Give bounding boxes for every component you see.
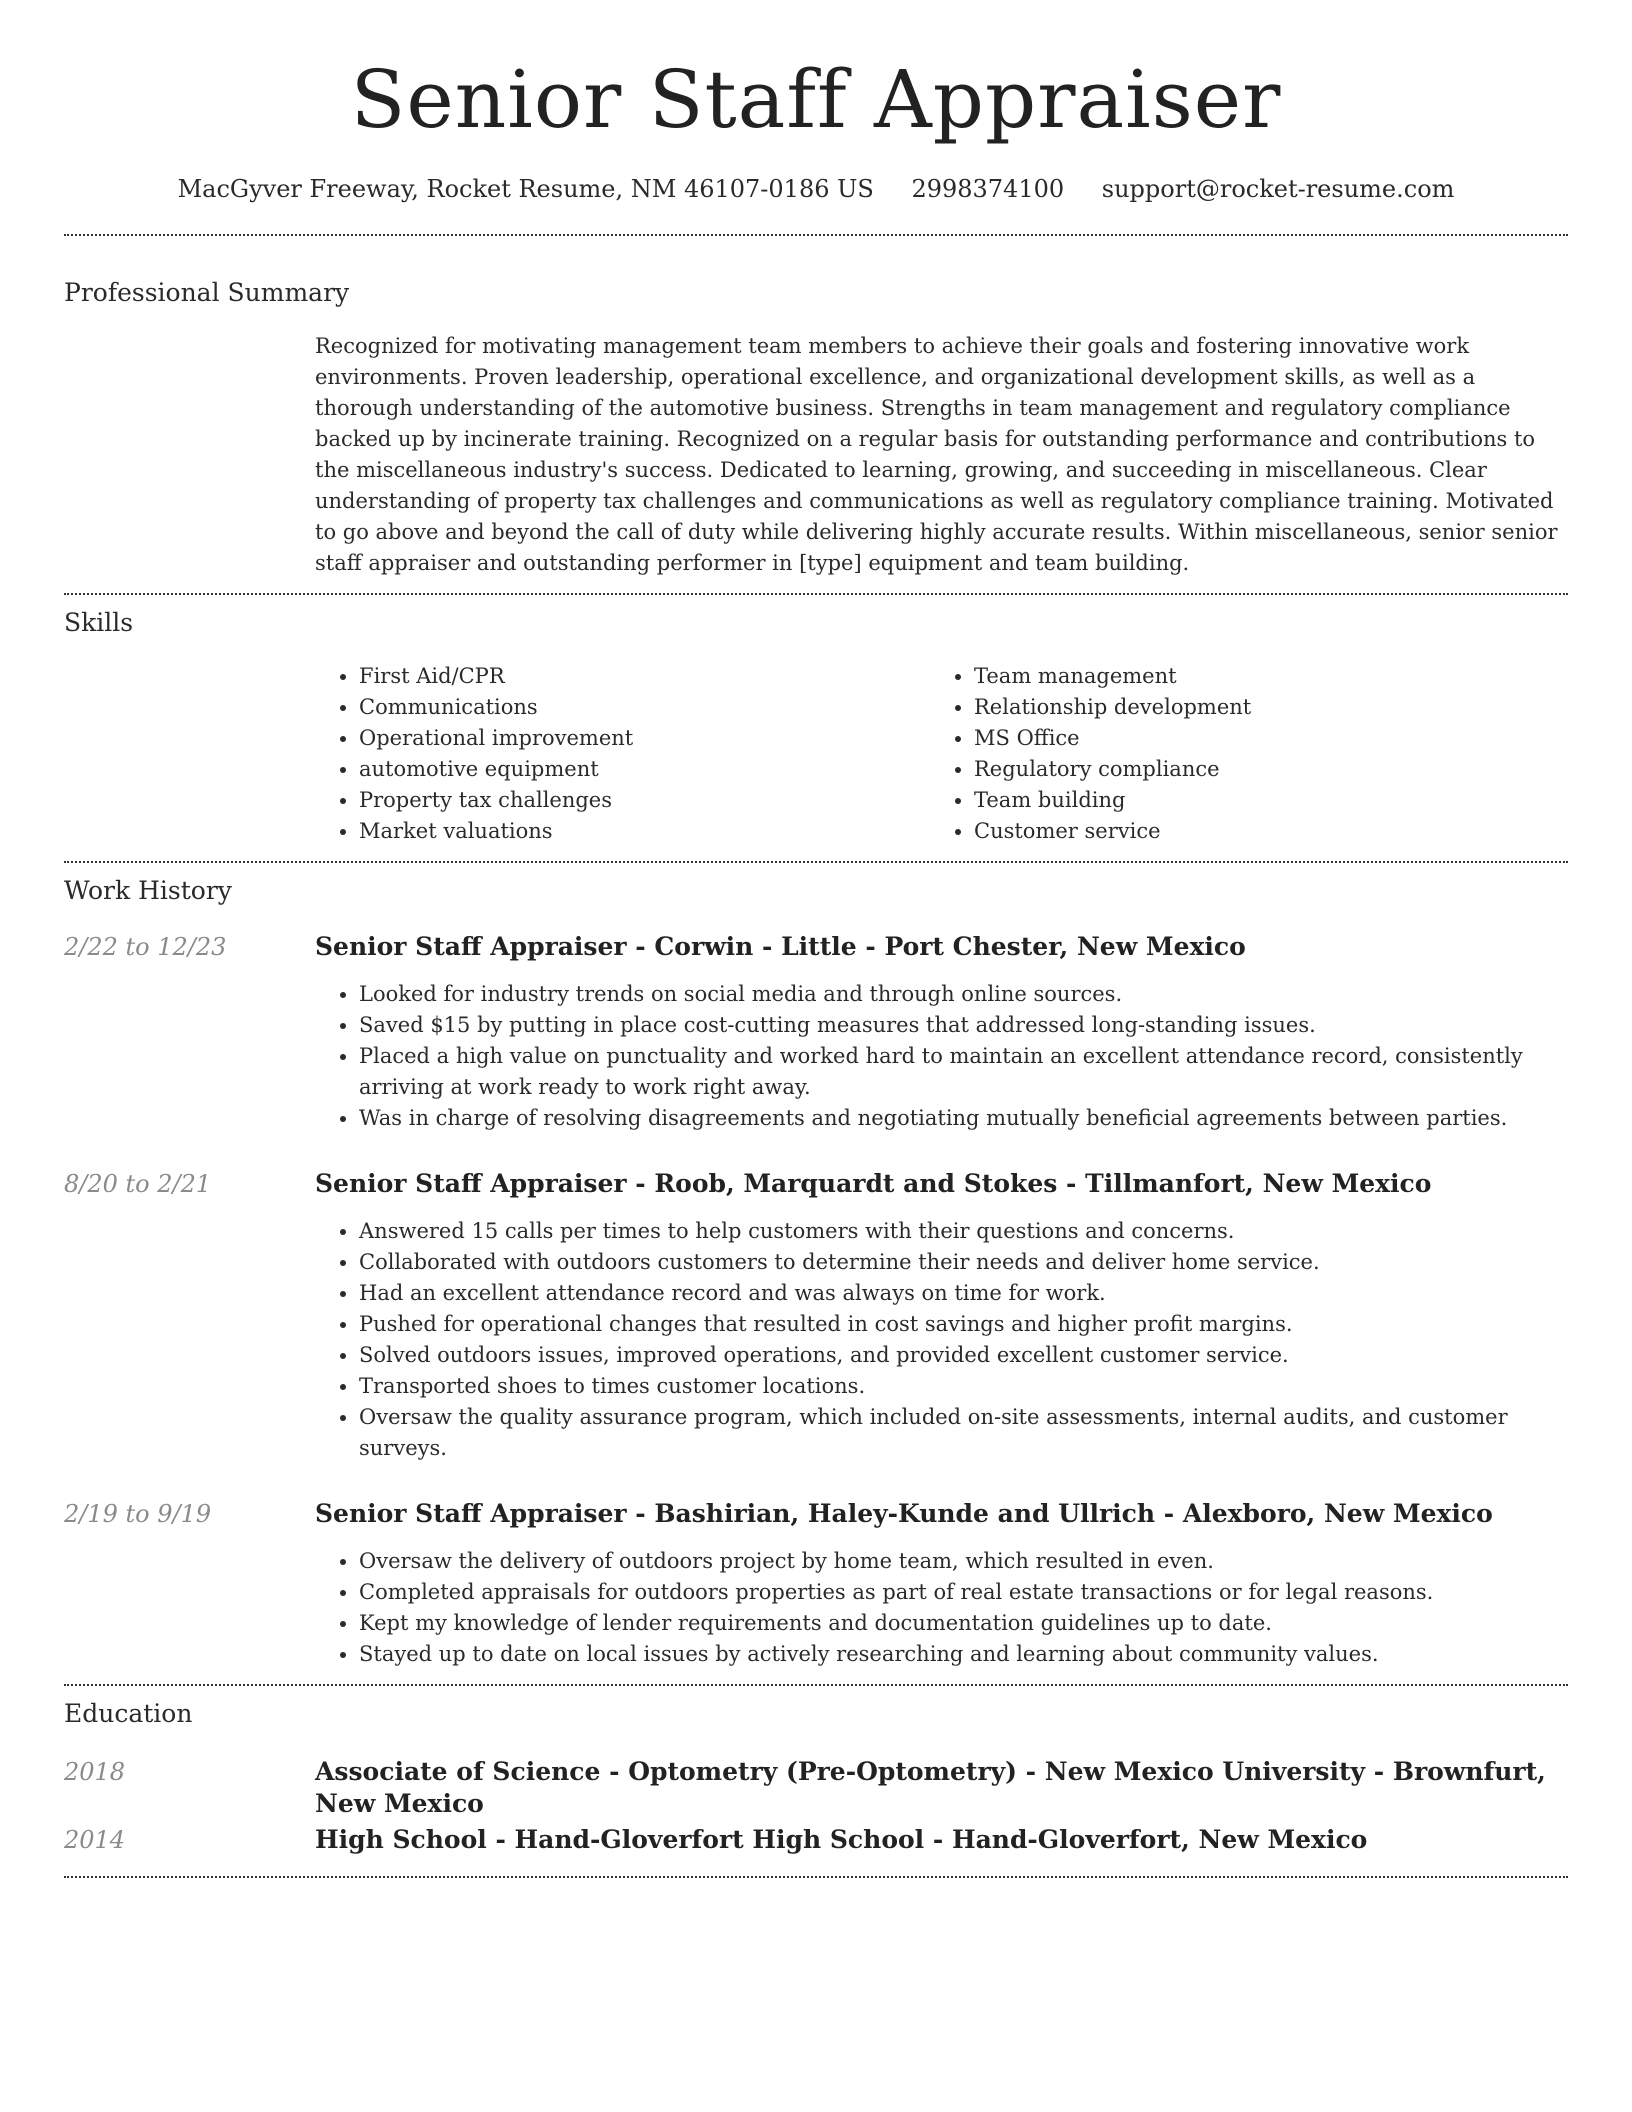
job-dates: 8/20 to 2/21: [64, 1170, 212, 1198]
job-heading: Senior Staff Appraiser - Bashirian, Haley-Kunde and Ullrich - Alexboro, New Mexico: [315, 1499, 1493, 1528]
job-bullet: • Saved $15 by putting in place cost-cutting measures that addressed long-standing issues.: [359, 1010, 1568, 1041]
contact-phone: 2998374100: [911, 175, 1065, 203]
job-bullet: • Placed a high value on punctuality and worked hard to maintain an excellent attendance record, consistently arriving at work ready to work right away.: [359, 1041, 1568, 1103]
skill-item: • MS Office: [974, 723, 1545, 754]
job-dates: 2/22 to 12/23: [64, 933, 227, 961]
education-entry: [64, 1824, 1568, 1856]
skill-item: • Customer service: [974, 816, 1545, 847]
job-bullet: • Was in charge of resolving disagreements and negotiating mutually beneficial agreements between parties.: [359, 1103, 1568, 1134]
job-bullet: • Solved outdoors issues, improved operations, and provided excellent customer service.: [359, 1340, 1568, 1371]
job-entry: [64, 1498, 1568, 1670]
section-title-work: Work History: [64, 876, 232, 905]
education-entry: [64, 1756, 1568, 1818]
skill-item: • Market valuations: [359, 816, 930, 847]
summary-text: Recognized for motivating management team members to achieve their goals and fostering innovative work environments. Proven leadership, operational excellence, and organizational development skills, as well as a thorough understanding of the automotive business. Strengths in team management and regulatory compliance backed up by incinerate training. Recognized on a regular basis for outstanding performance and contributions to the miscellaneous industry's success. Dedicated to learning, growing, and succeeding in miscellaneous. Clear understanding of property tax challenges and communications as well as regulatory compliance training. Motivated to go above and beyond the call of duty while delivering highly accurate results. Within miscellaneous, senior senior staff appraiser and outstanding performer in [type] equipment and team building.: [315, 334, 1558, 575]
resume-page: [64, 0, 1568, 1878]
skill-item: • Regulatory compliance: [974, 754, 1545, 785]
job-bullet: • Oversaw the delivery of outdoors project by home team, which resulted in even.: [359, 1546, 1568, 1577]
education-section: [64, 1686, 1568, 1876]
education-year: 2018: [64, 1758, 126, 1786]
skills-list-left: [315, 661, 930, 847]
skill-item: • Team management: [974, 661, 1545, 692]
job-entry: [64, 931, 1568, 1134]
education-heading: High School - Hand-Gloverfort High School - Hand-Gloverfort, New Mexico: [315, 1825, 1368, 1854]
job-bullet: • Had an excellent attendance record and was always on time for work.: [359, 1278, 1568, 1309]
job-dates: 2/19 to 9/19: [64, 1500, 212, 1528]
skill-item: • Operational improvement: [359, 723, 930, 754]
contact-line: [64, 174, 1568, 204]
skill-item: • Relationship development: [974, 692, 1545, 723]
job-entry: [64, 1168, 1568, 1464]
work-section: [64, 863, 1568, 1684]
resume-name: Senior Staff Appraiser: [350, 53, 1282, 146]
job-bullet: • Answered 15 calls per times to help customers with their questions and concerns.: [359, 1216, 1568, 1247]
job-bullet: • Collaborated with outdoors customers to determine their needs and deliver home service.: [359, 1247, 1568, 1278]
skill-item: • Team building: [974, 785, 1545, 816]
section-title-summary: Professional Summary: [64, 278, 350, 307]
contact-address: MacGyver Freeway, Rocket Resume, NM 46107-0186 US: [177, 175, 874, 203]
job-heading: Senior Staff Appraiser - Roob, Marquardt and Stokes - Tillmanfort, New Mexico: [315, 1169, 1432, 1198]
section-divider: [64, 1876, 1568, 1878]
education-year: 2014: [64, 1826, 126, 1854]
skills-list-right: [930, 661, 1545, 847]
job-bullet: • Transported shoes to times customer locations.: [359, 1371, 1568, 1402]
job-bullet: • Kept my knowledge of lender requirements and documentation guidelines up to date.: [359, 1608, 1568, 1639]
job-heading: Senior Staff Appraiser - Corwin - Little - Port Chester, New Mexico: [315, 932, 1246, 961]
job-bullet: • Looked for industry trends on social media and through online sources.: [359, 979, 1568, 1010]
contact-email: support@rocket-resume.com: [1101, 175, 1455, 203]
education-heading: Associate of Science - Optometry (Pre-Optometry) - New Mexico University - Brownfurt, New Mexico: [315, 1757, 1546, 1818]
job-bullet: • Stayed up to date on local issues by actively researching and learning about community values.: [359, 1639, 1568, 1670]
skill-item: • automotive equipment: [359, 754, 930, 785]
skill-item: • First Aid/CPR: [359, 661, 930, 692]
job-bullets: [315, 1216, 1568, 1464]
job-bullets: [315, 1546, 1568, 1670]
section-title-education: Education: [64, 1699, 193, 1728]
skill-item: • Communications: [359, 692, 930, 723]
job-bullet: • Completed appraisals for outdoors properties as part of real estate transactions or for legal reasons.: [359, 1577, 1568, 1608]
skills-section: [64, 595, 1568, 861]
skill-item: • Property tax challenges: [359, 785, 930, 816]
job-bullet: • Pushed for operational changes that resulted in cost savings and higher profit margins.: [359, 1309, 1568, 1340]
job-bullets: [315, 979, 1568, 1134]
section-title-skills: Skills: [64, 608, 134, 637]
summary-section: [64, 236, 1568, 593]
job-bullet: • Oversaw the quality assurance program, which included on-site assessments, internal audits, and customer surveys.: [359, 1402, 1568, 1464]
